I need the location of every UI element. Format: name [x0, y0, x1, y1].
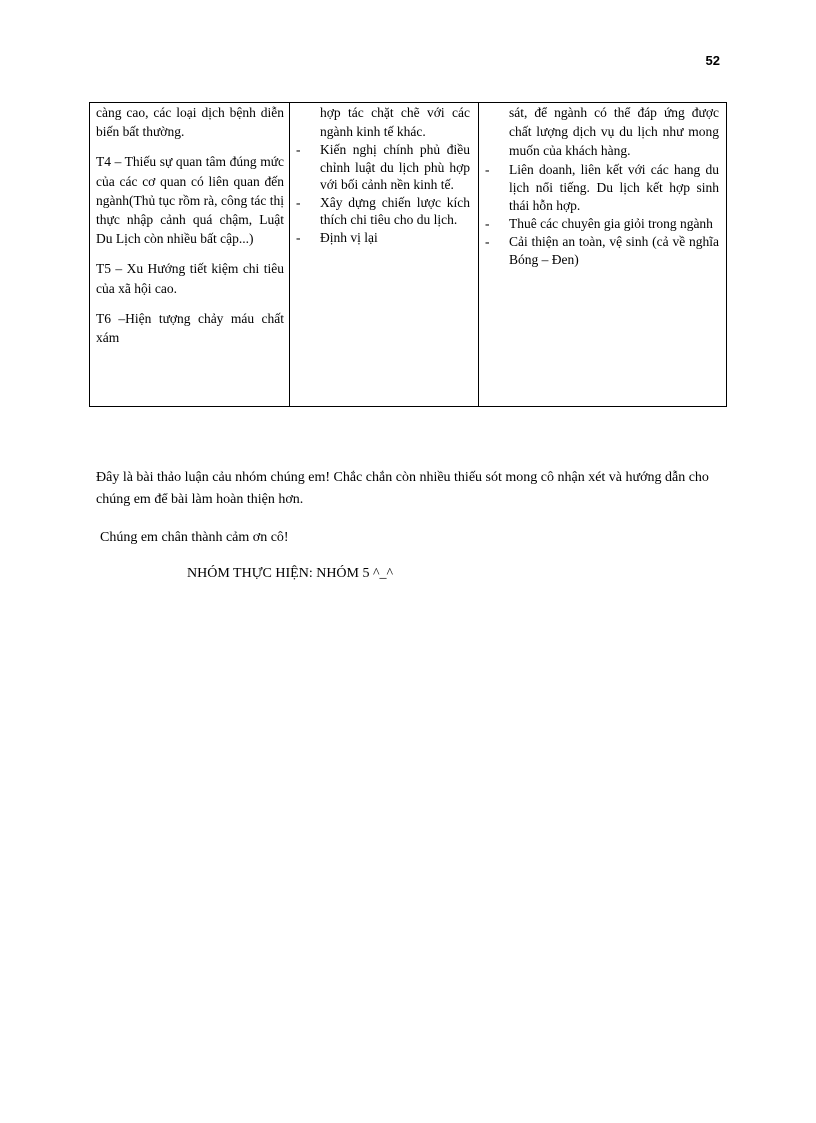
- list-item-text: Xây dựng chiến lược kích thích chi tiêu cho du lịch.: [320, 194, 470, 228]
- list-item: [485, 215, 719, 233]
- threat-continuation: càng cao, các loại dịch bệnh diễn biến bất thường.: [96, 105, 284, 140]
- list-item: [485, 233, 719, 269]
- swot-table: [89, 102, 727, 407]
- group-signature: NHÓM THỰC HIỆN: NHÓM 5 ^_^: [187, 566, 394, 581]
- bullet-dash: -: [296, 229, 301, 245]
- bullet-dash: -: [296, 194, 301, 210]
- page-number: 52: [705, 53, 720, 68]
- thanks-line: Chúng em chân thành cảm ơn cô!: [100, 530, 289, 545]
- list-item-text: Thuê các chuyên gia giỏi trong ngành: [509, 215, 713, 231]
- bullet-dash: -: [485, 233, 490, 249]
- list-item-text: Cải thiện an toàn, vệ sinh (cả về nghĩa Bóng – Đen): [509, 233, 719, 267]
- list-item: [296, 229, 470, 247]
- threats-column: [90, 103, 290, 406]
- list-item: [485, 161, 719, 215]
- threat-t5: T5 – Xu Hướng tiết kiệm chi tiêu của xã hội cao.: [96, 261, 284, 296]
- strategy-continuation: sát, để ngành có thể đáp ứng được chất lượng dịch vụ du lịch như mong muốn của khách hàng.: [509, 105, 719, 159]
- closing-paragraph: Đây là bài thảo luận cảu nhóm chúng em! Chắc chắn còn nhiều thiếu sót mong cô nhận xét và hướng dẫn cho chúng em để bài làm hoàn thiện hơn.: [96, 470, 709, 507]
- strategy-column-2: [290, 103, 479, 406]
- list-item-text: Định vị lại: [320, 229, 378, 245]
- list-item-text: Liên doanh, liên kết với các hang du lịch nổi tiếng. Du lịch kết hợp sinh thái hỗn hợp.: [509, 161, 719, 213]
- strategy-continuation: hợp tác chặt chẽ với các ngành kinh tế khác.: [320, 105, 470, 140]
- bullet-dash: -: [485, 161, 490, 177]
- bullet-dash: -: [296, 142, 301, 158]
- strategy-column-3: [479, 103, 726, 406]
- threat-t6: T6 –Hiện tượng chảy máu chất xám: [96, 310, 284, 346]
- threat-t4: T4 – Thiếu sự quan tâm đúng mức của các cơ quan có liên quan đến ngành(Thủ tục rồm rà, công tác thị thực nhập cảnh quá chậm, Luật Du Lịch còn nhiều bất cập...): [96, 154, 284, 247]
- bullet-dash: -: [485, 215, 490, 231]
- list-item: [296, 141, 470, 194]
- list-item-text: Kiến nghị chính phủ điều chỉnh luật du lịch phù hợp với bối cảnh nền kinh tế.: [320, 142, 470, 193]
- list-item: [296, 194, 470, 229]
